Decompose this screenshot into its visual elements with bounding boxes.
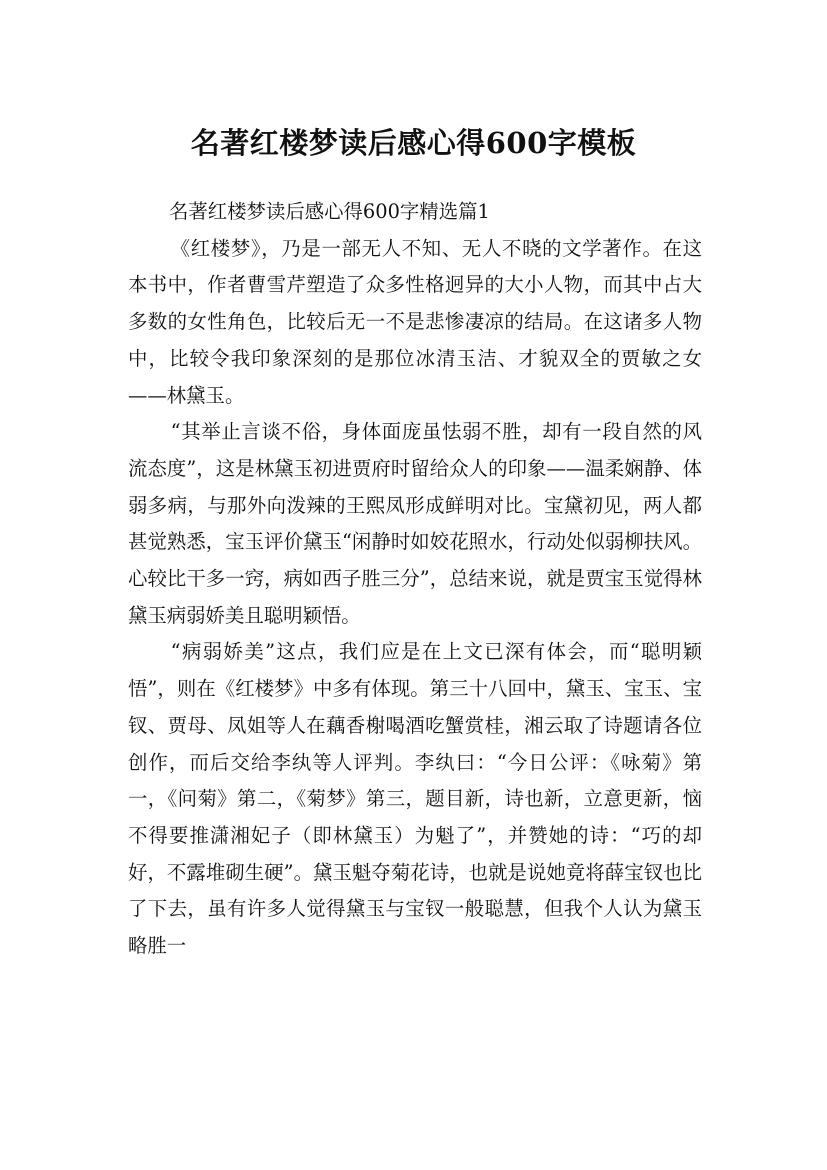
- document-title: 名著红楼梦读后感心得600字模板: [190, 126, 637, 161]
- body-paragraph-3: “病弱娇美”这点，我们应是在上文已深有体会，而“聪明颖悟”，则在《红楼梦》中多有体现。第三十八回中，黛玉、宝玉、宝钗、贾母、凤姐等人在藕香榭喝酒吃蟹赏桂，湘云取了诗题请各位创作，而后交给李纨等人评判。李纨曰：“今日公评：《咏菊》第一，《问菊》第二，《菊梦》第三，题目新，诗也新，立意更新，恼不得要推潇湘妃子（即林黛玉）为魁了”，并赞她的诗：“巧的却好，不露堆砌生硬”。黛玉魁夺菊花诗，也就是说她竟将薛宝钗也比了下去，虽有许多人觉得黛玉与宝钗一般聪慧，但我个人认为黛玉略胜一: [128, 640, 702, 958]
- body-paragraph-2: “其举止言谈不俗，身体面庞虽怯弱不胜，却有一段自然的风流态度”，这是林黛玉初进贾府时留给众人的印象——温柔娴静、体弱多病，与那外向泼辣的王熙凤形成鲜明对比。宝黛初见，两人都甚觉熟悉，宝玉评价黛玉“闲静时如姣花照水，行动处似弱柳扶风。心较比干多一窍，病如西子胜三分”，总结来说，就是贾宝玉觉得林黛玉病弱娇美且聪明颖悟。: [128, 420, 702, 627]
- document-body: [128, 194, 702, 965]
- body-paragraph-1: 《红楼梦》，乃是一部无人不知、无人不晓的文学著作。在这本书中，作者曹雪芹塑造了众多性格迥异的大小人物，而其中占大多数的女性角色，比较后无一不是悲惨凄凉的结局。在这诸多人物中，比较令我印象深刻的是那位冰清玉洁、才貌双全的贾敏之女——林黛玉。: [128, 236, 702, 407]
- section-subheading: 名著红楼梦读后感心得600字精选篇1: [169, 200, 490, 223]
